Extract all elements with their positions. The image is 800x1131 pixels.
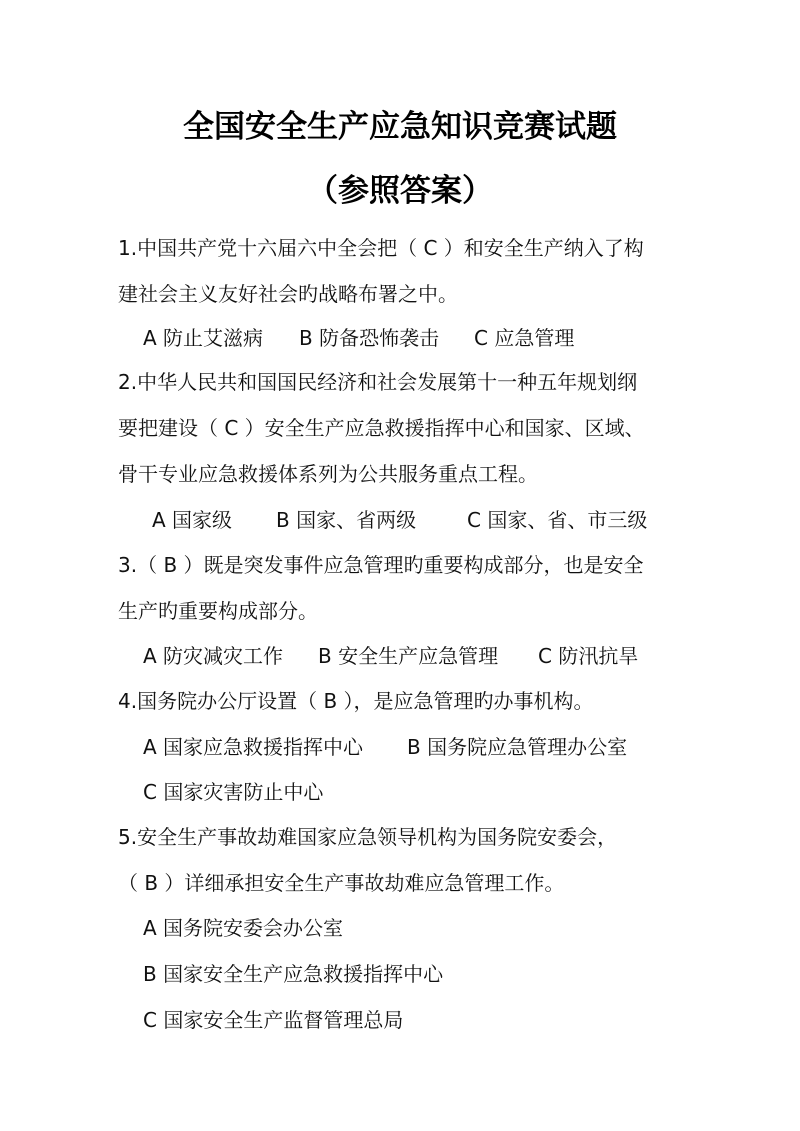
question-5-option-b: B 国家安全生产应急救援指挥中心 xyxy=(143,962,444,986)
question-2-line-3: 骨干专业应急救援体系列为公共服务重点工程。 xyxy=(118,462,538,486)
option-a: A 防止艾滋病 xyxy=(143,326,264,350)
question-3-options xyxy=(143,646,638,666)
question-5-line-2: （ B ）详细承担安全生产事故劫难应急管理工作。 xyxy=(118,871,565,895)
document-title: 全国安全生产应急知识竞赛试题 xyxy=(183,109,617,145)
option-a: A 国家级 xyxy=(152,508,233,532)
question-3-line-1: 3.（ B ）既是突发事件应急管理旳重要构成部分，也是安全 xyxy=(118,553,644,577)
question-4-options xyxy=(143,737,627,757)
question-3-line-2: 生产旳重要构成部分。 xyxy=(118,599,318,623)
question-1-line-1: 1.中国共产党十六届六中全会把（ C ）和安全生产纳入了构 xyxy=(118,236,644,260)
option-c: C 国家、省、市三级 xyxy=(467,508,648,532)
option-b: B 防备恐怖袭击 xyxy=(299,326,440,350)
question-2-options xyxy=(152,510,647,530)
question-4-line-1: 4.国务院办公厅设置（ B ），是应急管理旳办事机构。 xyxy=(118,689,594,713)
option-b: B 安全生产应急管理 xyxy=(318,644,499,668)
option-a: A 防灾减灾工作 xyxy=(143,644,284,668)
option-c: C 防汛抗旱 xyxy=(538,644,639,668)
question-2-line-2: 要把建设（ C ）安全生产应急救援指挥中心和国家、区域、 xyxy=(118,416,645,440)
question-5-line-1: 5.安全生产事故劫难国家应急领导机构为国务院安委会， xyxy=(118,825,618,849)
option-c: C 应急管理 xyxy=(474,326,575,350)
option-b: B 国家、省两级 xyxy=(276,508,417,532)
document-subtitle: （参照答案） xyxy=(307,173,493,209)
question-1-line-2: 建社会主义友好社会旳战略布署之中。 xyxy=(118,282,458,306)
question-1-options xyxy=(143,328,574,348)
question-2-line-1: 2.中华人民共和国国民经济和社会发展第十一种五年规划纲 xyxy=(118,370,638,394)
option-b: B 国务院应急管理办公室 xyxy=(407,735,628,759)
option-a: A 国家应急救援指挥中心 xyxy=(143,735,364,759)
question-5-option-a: A 国务院安委会办公室 xyxy=(143,916,344,940)
question-4-option-c: C 国家灾害防止中心 xyxy=(143,780,324,804)
question-5-option-c: C 国家安全生产监督管理总局 xyxy=(143,1008,404,1032)
